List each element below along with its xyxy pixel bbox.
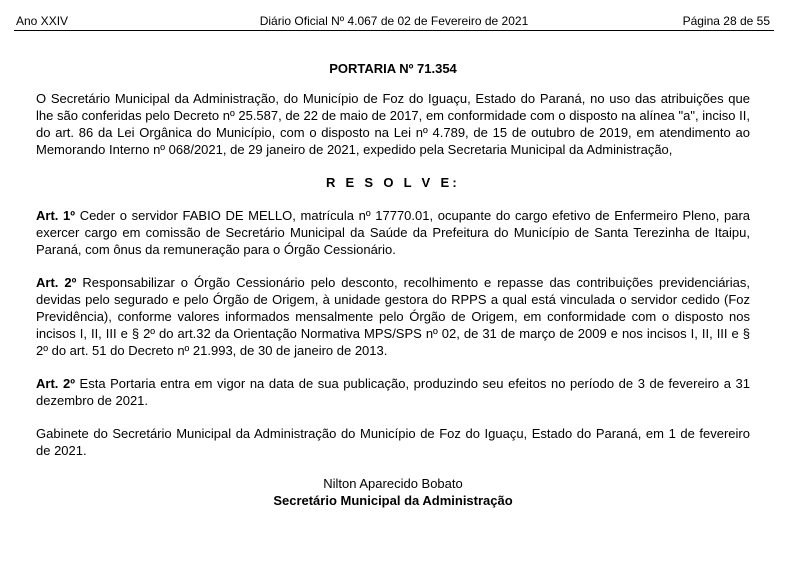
article-3 [36,375,750,409]
header-page-number: Página 28 de 55 [682,14,770,28]
article-1 [36,207,750,258]
article-3-label: Art. 2º [36,376,75,391]
document-body [36,60,750,509]
signatory-name: Nilton Aparecido Bobato [323,476,463,491]
article-2 [36,274,750,359]
header-publication: Diário Oficial Nº 4.067 de 02 de Fevereiro de 2021 [259,14,529,28]
preamble-paragraph: O Secretário Municipal da Administração, do Município de Foz do Iguaçu, Estado do Paraná, no uso das atribuições que lhe são conferidas pelo Decreto nº 25.587, de 22 de maio de 2017, em conformidade com o disposto na alínea "a", inciso II, do art. 86 da Lei Orgânica do Município, com o disposto na Lei nº 4.789, de 15 de outubro de 2019, em atendimento ao Memorando Interno nº 068/2021, de 29 janeiro de 2021, expedido pela Secretaria Municipal da Administração, [36,91,750,157]
page-header [14,8,774,31]
resolve-heading: R E S O L V E: [325,175,461,190]
closing-paragraph: Gabinete do Secretário Municipal da Administração do Município de Foz do Iguaçu, Estado do Paraná, em 1 de fevereiro de 2021. [36,426,750,458]
article-3-text: Esta Portaria entra em vigor na data de sua publicação, produzindo seu efeitos no período de 3 de fevereiro a 31 dezembro de 2021. [36,376,750,408]
article-1-label: Art. 1º [36,208,76,223]
signature-block [36,475,750,509]
header-volume: Ano XXIV [16,14,69,28]
article-1-text: Ceder o servidor FABIO DE MELLO, matrícula nº 17770.01, ocupante do cargo efetivo de Enfermeiro Pleno, para exercer cargo em comissão de Secretário Municipal da Saúde da Prefeitura do Município de Santa Terezinha de Itaipu, Paraná, com ônus da remuneração para o Órgão Cessionário. [36,208,750,257]
article-2-label: Art. 2º [36,275,77,290]
article-2-text: Responsabilizar o Órgão Cessionário pelo desconto, recolhimento e repasse das contribuições previdenciárias, devidas pelo segurado e pelo Órgão de Origem, à unidade gestora do RPPS a qual está vinculada o servidor cedido (Foz Previdência), conforme valores informados mensalmente pelo Órgão de Origem, em conformidade com o disposto nos incisos I, II, III e § 2º do art.32 da Orientação Normativa MPS/SPS nº 02, de 31 de março de 2009 e nos incisos I, II, III e § 2º do art. 51 do Decreto nº 21.993, de 30 de janeiro de 2013. [36,275,750,358]
signatory-role: Secretário Municipal da Administração [273,493,513,508]
document-title: PORTARIA Nº 71.354 [329,61,457,76]
